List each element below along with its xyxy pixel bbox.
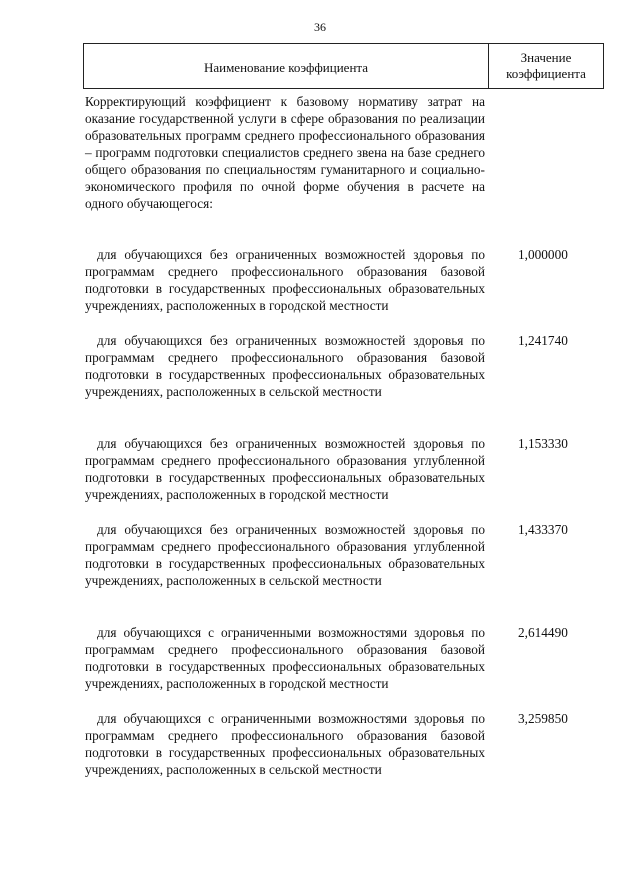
page-number: 36 (314, 20, 326, 34)
coefficient-row-text: для обучающихся без ограниченных возможностей здоровья по программам среднего профессионального образования базовой подготовки в государственных профессиональных образовательных учреждениях, расположенных в городской местности (85, 247, 485, 313)
header-value-line2: коэффициента (506, 66, 586, 81)
table-header (83, 43, 604, 89)
coefficient-row-text: для обучающихся без ограниченных возможностей здоровья по программам среднего профессионального образования углубленной подготовки в государственных профессиональных образовательных учреждениях, расположенных в городской местности (85, 436, 485, 502)
coefficient-row-value: 2,614490 (518, 625, 568, 640)
coefficient-row-value: 1,241740 (518, 333, 568, 348)
coefficient-row-value: 1,000000 (518, 247, 568, 262)
header-value-line1: Значение (520, 50, 572, 65)
intro-paragraph: Корректирующий коэффициент к базовому нормативу затрат на оказание государственной услуги в сфере образования по реализации образовательных программ среднего профессионального образования – программ подготовки специалистов среднего звена на базе среднего общего образования по специальностям гуманитарного и социально-экономического профиля по очной форме обучения в расчете на одного обучающегося: (85, 94, 485, 211)
coefficient-row-text: для обучающихся без ограниченных возможностей здоровья по программам среднего профессионального образования базовой подготовки в государственных профессиональных образовательных учреждениях, расположенных в сельской местности (85, 333, 485, 399)
coefficient-row-value: 1,433370 (518, 522, 568, 537)
coefficient-row-text: для обучающихся с ограниченными возможностями здоровья по программам среднего профессионального образования базовой подготовки в государственных профессиональных образовательных учреждениях, расположенных в городской местности (85, 625, 485, 691)
coefficient-row-text: для обучающихся с ограниченными возможностями здоровья по программам среднего профессионального образования базовой подготовки в государственных профессиональных образовательных учреждениях, расположенных в сельской местности (85, 711, 485, 777)
coefficient-row-value: 3,259850 (518, 711, 568, 726)
header-value-column (489, 44, 603, 88)
coefficient-row-value: 1,153330 (518, 436, 568, 451)
coefficient-row-text: для обучающихся без ограниченных возможностей здоровья по программам среднего профессионального образования углубленной подготовки в государственных профессиональных образовательных учреждениях, расположенных в сельской местности (85, 522, 485, 588)
header-name-column: Наименование коэффициента (84, 44, 489, 88)
